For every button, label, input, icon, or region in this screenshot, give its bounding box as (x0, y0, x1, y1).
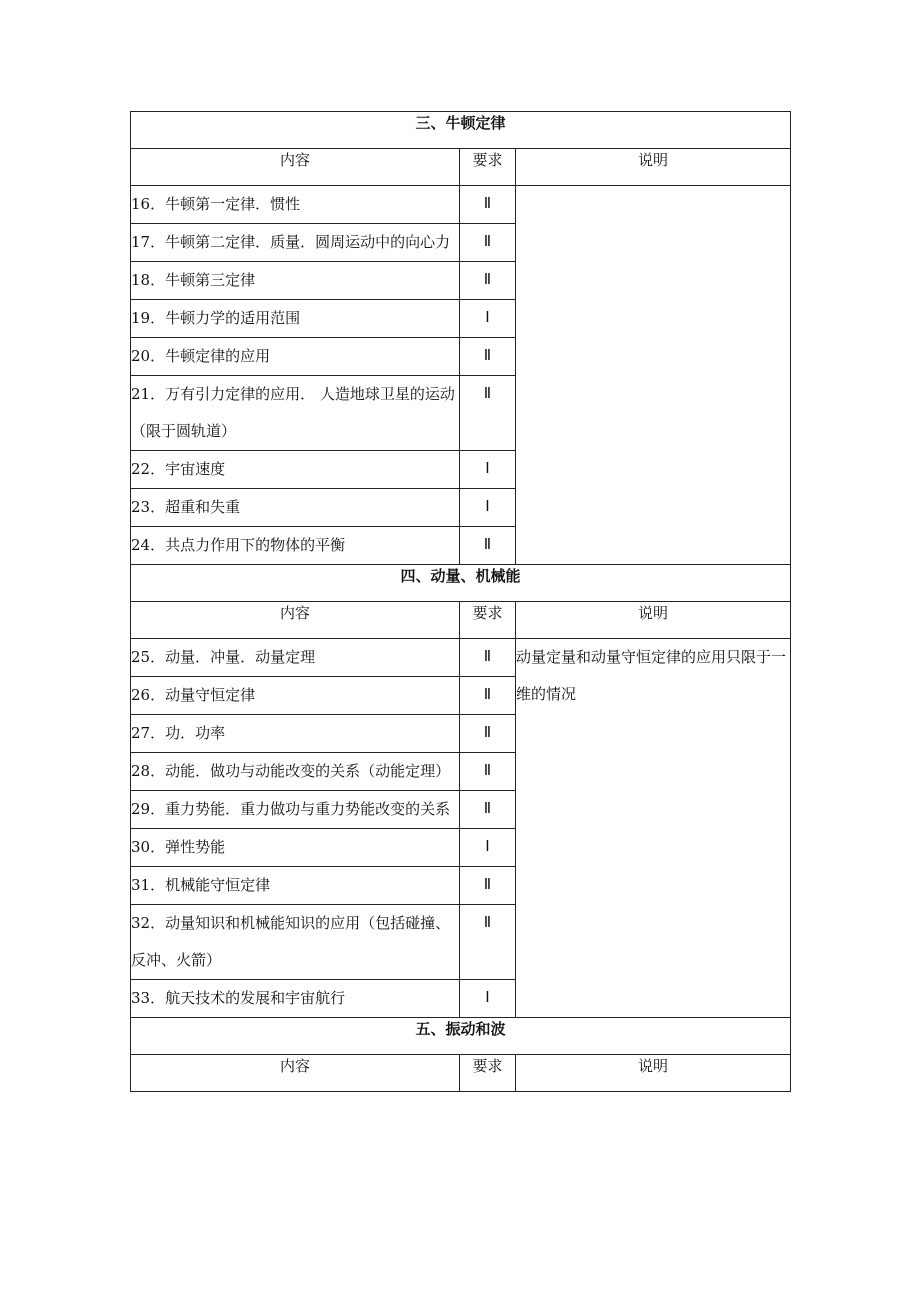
row-level: Ⅰ (460, 829, 516, 867)
row-content: 21．万有引力定律的应用． 人造地球卫星的运动（限于圆轨道） (131, 376, 460, 451)
row-content: 27．功．功率 (131, 715, 460, 753)
row-content: 19．牛顿力学的适用范围 (131, 300, 460, 338)
row-level: Ⅱ (460, 791, 516, 829)
row-level: Ⅱ (460, 867, 516, 905)
header-note: 说明 (516, 602, 791, 639)
row-level: Ⅱ (460, 905, 516, 980)
header-note: 说明 (516, 149, 791, 186)
row-content: 33．航天技术的发展和宇宙航行 (131, 980, 460, 1018)
header-content: 内容 (131, 602, 460, 639)
section-title: 五、振动和波 (131, 1018, 791, 1055)
row-content: 22．宇宙速度 (131, 451, 460, 489)
row-content: 17．牛顿第二定律．质量．圆周运动中的向心力 (131, 224, 460, 262)
row-content: 29．重力势能．重力做功与重力势能改变的关系 (131, 791, 460, 829)
table-row (131, 639, 791, 677)
row-content: 18．牛顿第三定律 (131, 262, 460, 300)
row-level: Ⅰ (460, 300, 516, 338)
row-level: Ⅱ (460, 527, 516, 565)
row-content: 23．超重和失重 (131, 489, 460, 527)
row-level: Ⅱ (460, 715, 516, 753)
row-level: Ⅱ (460, 186, 516, 224)
header-row (131, 149, 791, 186)
header-content: 内容 (131, 1055, 460, 1092)
row-level: Ⅱ (460, 338, 516, 376)
section-title: 三、牛顿定律 (131, 112, 791, 149)
header-row (131, 1055, 791, 1092)
row-level: Ⅱ (460, 753, 516, 791)
header-content: 内容 (131, 149, 460, 186)
row-level: Ⅱ (460, 224, 516, 262)
row-level: Ⅱ (460, 262, 516, 300)
row-level: Ⅰ (460, 489, 516, 527)
row-note (516, 186, 791, 565)
row-content: 26．动量守恒定律 (131, 677, 460, 715)
row-level: Ⅰ (460, 980, 516, 1018)
row-content: 24．共点力作用下的物体的平衡 (131, 527, 460, 565)
section-title-row (131, 112, 791, 149)
row-level: Ⅰ (460, 451, 516, 489)
header-note: 说明 (516, 1055, 791, 1092)
row-level: Ⅱ (460, 639, 516, 677)
section-title-row (131, 1018, 791, 1055)
row-level: Ⅱ (460, 677, 516, 715)
row-content: 20．牛顿定律的应用 (131, 338, 460, 376)
row-level: Ⅱ (460, 376, 516, 451)
row-content: 25．动量．冲量．动量定理 (131, 639, 460, 677)
row-note: 动量定量和动量守恒定律的应用只限于一维的情况 (516, 639, 791, 1018)
row-content: 28．动能．做功与动能改变的关系（动能定理） (131, 753, 460, 791)
table-row (131, 186, 791, 224)
section-title-row (131, 565, 791, 602)
row-content: 16．牛顿第一定律．惯性 (131, 186, 460, 224)
header-level: 要求 (460, 149, 516, 186)
section-title: 四、动量、机械能 (131, 565, 791, 602)
header-level: 要求 (460, 602, 516, 639)
header-row (131, 602, 791, 639)
header-level: 要求 (460, 1055, 516, 1092)
row-content: 32．动量知识和机械能知识的应用（包括碰撞、反冲、火箭） (131, 905, 460, 980)
row-content: 31．机械能守恒定律 (131, 867, 460, 905)
syllabus-table (130, 111, 791, 1092)
row-content: 30．弹性势能 (131, 829, 460, 867)
